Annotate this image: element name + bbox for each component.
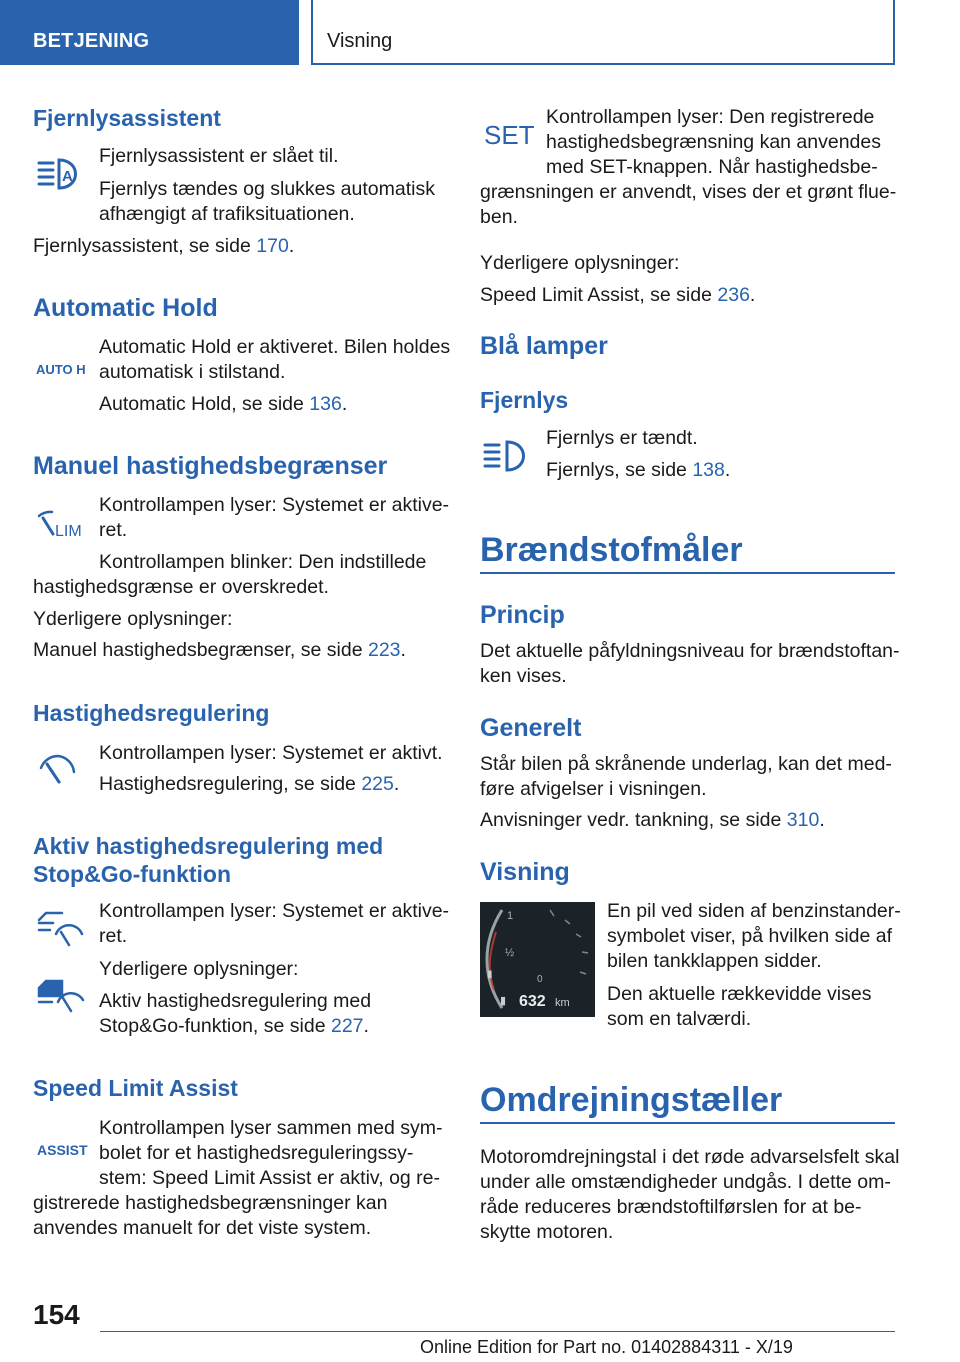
range-value: 632 <box>519 993 546 1010</box>
speed-limiter-icon <box>36 510 88 540</box>
set-line4: grænsningen er anvendt, vises der et grønt flue- <box>480 181 897 203</box>
heading-fjernlysassistent: Fjernlysassistent <box>33 105 221 131</box>
ref-text: Automatic Hold, se side <box>99 393 310 415</box>
manuel-line2: ret. <box>99 519 128 541</box>
header-topic-tab <box>311 0 895 65</box>
page-link[interactable]: 225 <box>361 773 394 795</box>
speed-limit-line2: bolet for et hastighedsreguleringssy- <box>99 1142 414 1164</box>
omdrejning-line2: under alle omstændigheder undgås. I dette om- <box>480 1171 891 1193</box>
fjernlys-line1: Fjernlys er tændt. <box>546 427 698 449</box>
automatic-hold-ref: Automatic Hold, se side 136. <box>99 393 348 415</box>
ref-text: Hastighedsregulering, se side <box>99 773 362 795</box>
ref-text: Fjernlysassistent, se side <box>33 235 257 257</box>
assist-icon: ASSIST <box>37 1142 88 1158</box>
aktiv-more: Yderligere oplysninger: <box>99 958 299 980</box>
manuel-line4: hastighedsgrænse er overskredet. <box>33 576 329 598</box>
high-beam-assist-icon <box>37 157 87 193</box>
page-link[interactable]: 136 <box>309 393 342 415</box>
manuel-more: Yderligere oplysninger: <box>33 608 233 630</box>
svg-text:A: A <box>62 168 73 185</box>
manuel-line3: Kontrollampen blinker: Den indstillede <box>99 551 427 573</box>
aktiv-line2: ret. <box>99 925 128 947</box>
automatic-hold-line2: automatisk i stilstand. <box>99 361 286 383</box>
auto-h-icon: AUTO H <box>36 362 86 377</box>
fjernlys-ref: Fjernlys, se side 138. <box>546 459 731 481</box>
header-section-label: BETJENING <box>33 30 150 52</box>
generelt-ref: Anvisninger vedr. tankning, se side 310. <box>480 809 825 831</box>
heading-aktiv-line2: Stop&Go-funktion <box>33 861 232 887</box>
gauge-tick-half: ½ <box>505 947 515 959</box>
speed-limit-line3: stem: Speed Limit Assist er aktiv, og re- <box>99 1167 441 1189</box>
ref-text: Manuel hastighedsbegrænser, se side <box>33 639 368 661</box>
automatic-hold-line1: Automatic Hold er aktiveret. Bilen holdes <box>99 336 451 358</box>
heading-blaa-lamper: Blå lamper <box>480 332 608 360</box>
page-link[interactable]: 170 <box>256 235 289 257</box>
range-unit: km <box>555 997 570 1009</box>
page-number: 154 <box>33 1299 80 1330</box>
heading-braendstofmaaler: Brændstofmåler <box>480 531 743 569</box>
aktiv-ref2: Stop&Go-funktion, se side 227. <box>99 1015 369 1037</box>
page-link[interactable]: 236 <box>717 284 750 306</box>
heading-manuel-hastighedsbegraenser: Manuel hastighedsbegrænser <box>33 452 388 480</box>
hastighedsregulering-line1: Kontrollampen lyser: Systemet er aktivt. <box>99 742 443 764</box>
high-beam-icon <box>483 439 533 475</box>
fjernlysassistent-line1: Fjernlysassistent er slået til. <box>99 145 339 167</box>
visning-line4: Den aktuelle rækkevidde vises <box>607 983 872 1005</box>
set-icon: SET <box>484 120 535 150</box>
generelt-line2: føre afvigelser i visningen. <box>480 778 707 800</box>
heading-fjernlys: Fjernlys <box>480 387 569 413</box>
set-line5: ben. <box>480 206 518 228</box>
gauge-tick-0: 0 <box>537 974 543 985</box>
heading-speed-limit-assist: Speed Limit Assist <box>33 1075 238 1101</box>
fuel-gauge-display-image <box>480 902 595 1017</box>
speed-limit-line5: anvendes manuelt for det viste system. <box>33 1217 372 1239</box>
hastighedsregulering-ref: Hastighedsregulering, se side 225. <box>99 773 400 795</box>
ref-text: Stop&Go-funktion, se side <box>99 1015 331 1037</box>
fjernlysassistent-line2: Fjernlys tændes og slukkes automatisk <box>99 178 435 200</box>
heading-princip: Princip <box>480 601 565 629</box>
heading-omdrejningstaeller: Omdrejningstæller <box>480 1081 783 1119</box>
cruise-control-icon <box>36 752 78 788</box>
footer-edition: Online Edition for Part no. 01402884311 - X/19 <box>420 1337 793 1357</box>
princip-line2: ken vises. <box>480 665 567 687</box>
ref-text: Speed Limit Assist, se side <box>480 284 718 306</box>
speed-limit-line1: Kontrollampen lyser sammen med sym- <box>99 1117 443 1139</box>
omdrejning-line4: skytte motoren. <box>480 1221 614 1243</box>
set-more: Yderligere oplysninger: <box>480 252 680 274</box>
svg-text:LIM: LIM <box>55 523 82 540</box>
active-cruise-control-icon <box>36 910 86 950</box>
active-cruise-control-distance-icon <box>36 978 86 1014</box>
gauge-tick-1: 1 <box>507 910 514 922</box>
heading-automatic-hold: Automatic Hold <box>33 294 218 322</box>
manuel-line1: Kontrollampen lyser: Systemet er aktive- <box>99 494 450 516</box>
set-ref: Speed Limit Assist, se side 236. <box>480 284 756 306</box>
header-topic-label: Visning <box>327 30 393 52</box>
heading-generelt: Generelt <box>480 714 582 742</box>
visning-line2: symbolet viser, på hvilken side af <box>607 925 893 947</box>
omdrejning-line3: råde reduceres brændstoftilførslen for at be- <box>480 1196 862 1218</box>
page-link[interactable]: 138 <box>692 459 725 481</box>
ref-text: Anvisninger vedr. tankning, se side <box>480 809 787 831</box>
heading-aktiv-line1: Aktiv hastighedsregulering med <box>33 833 384 859</box>
aktiv-ref1: Aktiv hastighedsregulering med <box>99 990 372 1012</box>
header-section-tab <box>0 0 299 65</box>
visning-line1: En pil ved siden af benzinstander- <box>607 900 901 922</box>
section-rule <box>480 572 895 574</box>
omdrejning-line1: Motoromdrejningstal i det røde advarselsfelt skal <box>480 1146 900 1168</box>
page-link[interactable]: 227 <box>330 1015 364 1037</box>
fuel-pump-small-icon: ▮ <box>500 995 507 1007</box>
set-line2: hastighedsbegrænsning kan anvendes <box>546 131 881 153</box>
princip-line1: Det aktuelle påfyldningsniveau for brændstoftan- <box>480 640 900 662</box>
fuel-pump-icon: ▮ <box>487 969 493 980</box>
visning-line3: bilen tankklappen sidder. <box>607 950 822 972</box>
visning-line5: som en talværdi. <box>607 1008 752 1030</box>
set-line1: Kontrollampen lyser: Den registrerede <box>546 106 875 128</box>
aktiv-line1: Kontrollampen lyser: Systemet er aktive- <box>99 900 450 922</box>
section-rule <box>480 1122 895 1124</box>
ref-text: Fjernlys, se side <box>546 459 693 481</box>
footer-rule <box>100 1331 895 1332</box>
page-link[interactable]: 223 <box>367 639 401 661</box>
set-line3: med SET-knappen. Når hastighedsbe- <box>546 156 878 178</box>
page-link[interactable]: 310 <box>786 809 820 831</box>
fjernlysassistent-line3: afhængigt af trafiksituationen. <box>99 203 355 225</box>
speed-limit-line4: gistrerede hastighedsbegrænsninger kan <box>33 1192 388 1214</box>
heading-hastighedsregulering: Hastighedsregulering <box>33 700 270 726</box>
generelt-line1: Står bilen på skrånende underlag, kan det med- <box>480 753 892 775</box>
manuel-ref: Manuel hastighedsbegrænser, se side 223. <box>33 639 406 661</box>
heading-visning: Visning <box>480 858 570 886</box>
fjernlysassistent-ref: Fjernlysassistent, se side 170. <box>33 235 295 257</box>
